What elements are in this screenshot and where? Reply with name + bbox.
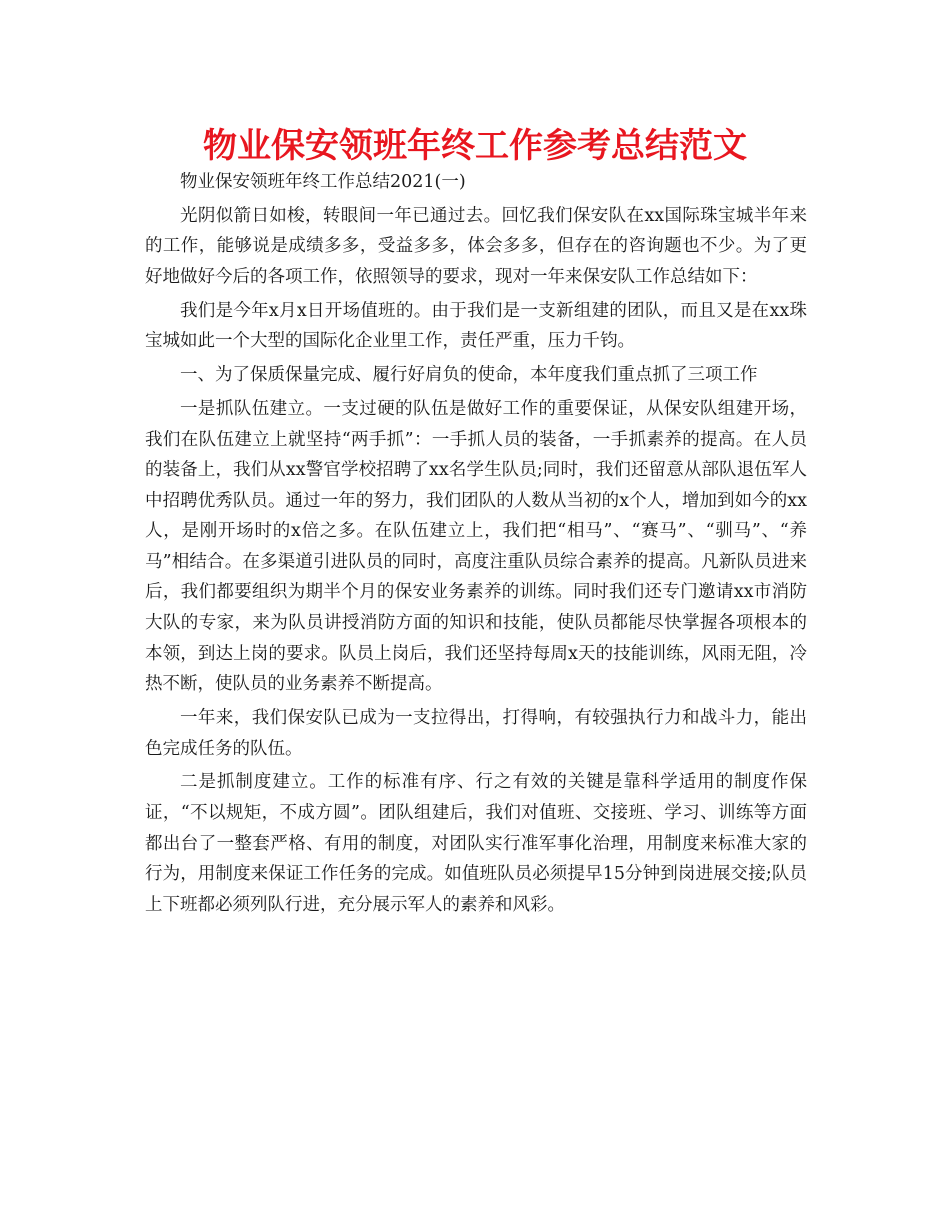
paragraph-intro: 光阴似箭日如梭，转眼间一年已通过去。回忆我们保安队在xx国际珠宝城半年来的工作，能够说是成绩多多，受益多多，体会多多，但存在的咨询题也不少。为了更好地做好今后的各项工作，依照领导的要求，现对一年来保安队工作总结如下： <box>145 205 807 287</box>
paragraph-subtitle: 物业保安领班年终工作总结2021(一) <box>180 172 466 192</box>
paragraph-team-building: 一是抓队伍建立。一支过硬的队伍是做好工作的重要保证，从保安队组建开场，我们在队伍建立上就坚持“两手抓”：一手抓人员的装备，一手抓素养的提高。在人员的装备上，我们从xx警官学校招聘了xx名学生队员;同时，我们还留意从部队退伍军人中招聘优秀队员。通过一年的努力，我们团队的人数从当初的x个人，增加到如今的xx人，是刚开场时的x倍之多。在队伍建立上，我们把“相马”、“赛马”、“驯马”、“养马”相结合。在多渠道引进队员的同时，高度注重队员综合素养的提高。凡新队员进来后，我们都要组织为期半个月的保安业务素养的训练。同时我们还专门邀请xx市消防大队的专家，来为队员讲授消防方面的知识和技能，使队员都能尽快掌握各项根本的本领，到达上岗的要求。队员上岗后，我们还坚持每周x天的技能训练，风雨无阻，冷热不断，使队员的业务素养不断提高。 <box>145 398 807 695</box>
paragraph-heading-one: 一、为了保质保量完成、履行好肩负的使命，本年度我们重点抓了三项工作 <box>180 365 758 386</box>
paragraph-start: 我们是今年x月x日开场值班的。由于我们是一支新组建的团队，而且又是在xx珠宝城如此一个大型的国际化企业里工作，责任严重，压力千钧。 <box>145 300 807 352</box>
paragraph-team-result: 一年来，我们保安队已成为一支拉得出，打得响，有较强执行力和战斗力，能出色完成任务的队伍。 <box>145 708 807 759</box>
document-body <box>145 167 807 924</box>
paragraph-system-building: 二是抓制度建立。工作的标准有序、行之有效的关键是靠科学适用的制度作保证，“不以规矩，不成方圆”。团队组建后，我们对值班、交接班、学习、训练等方面都出台了一整套严格、有用的制度，对团队实行准军事化治理，用制度来标准大家的行为，用制度来保证工作任务的完成。如值班队员必须提早15分钟到岗进展交接;队员上下班都必须列队行进，充分展示军人的素养和风彩。 <box>145 772 807 915</box>
document-title: 物业保安领班年终工作参考总结范文 <box>203 126 747 166</box>
